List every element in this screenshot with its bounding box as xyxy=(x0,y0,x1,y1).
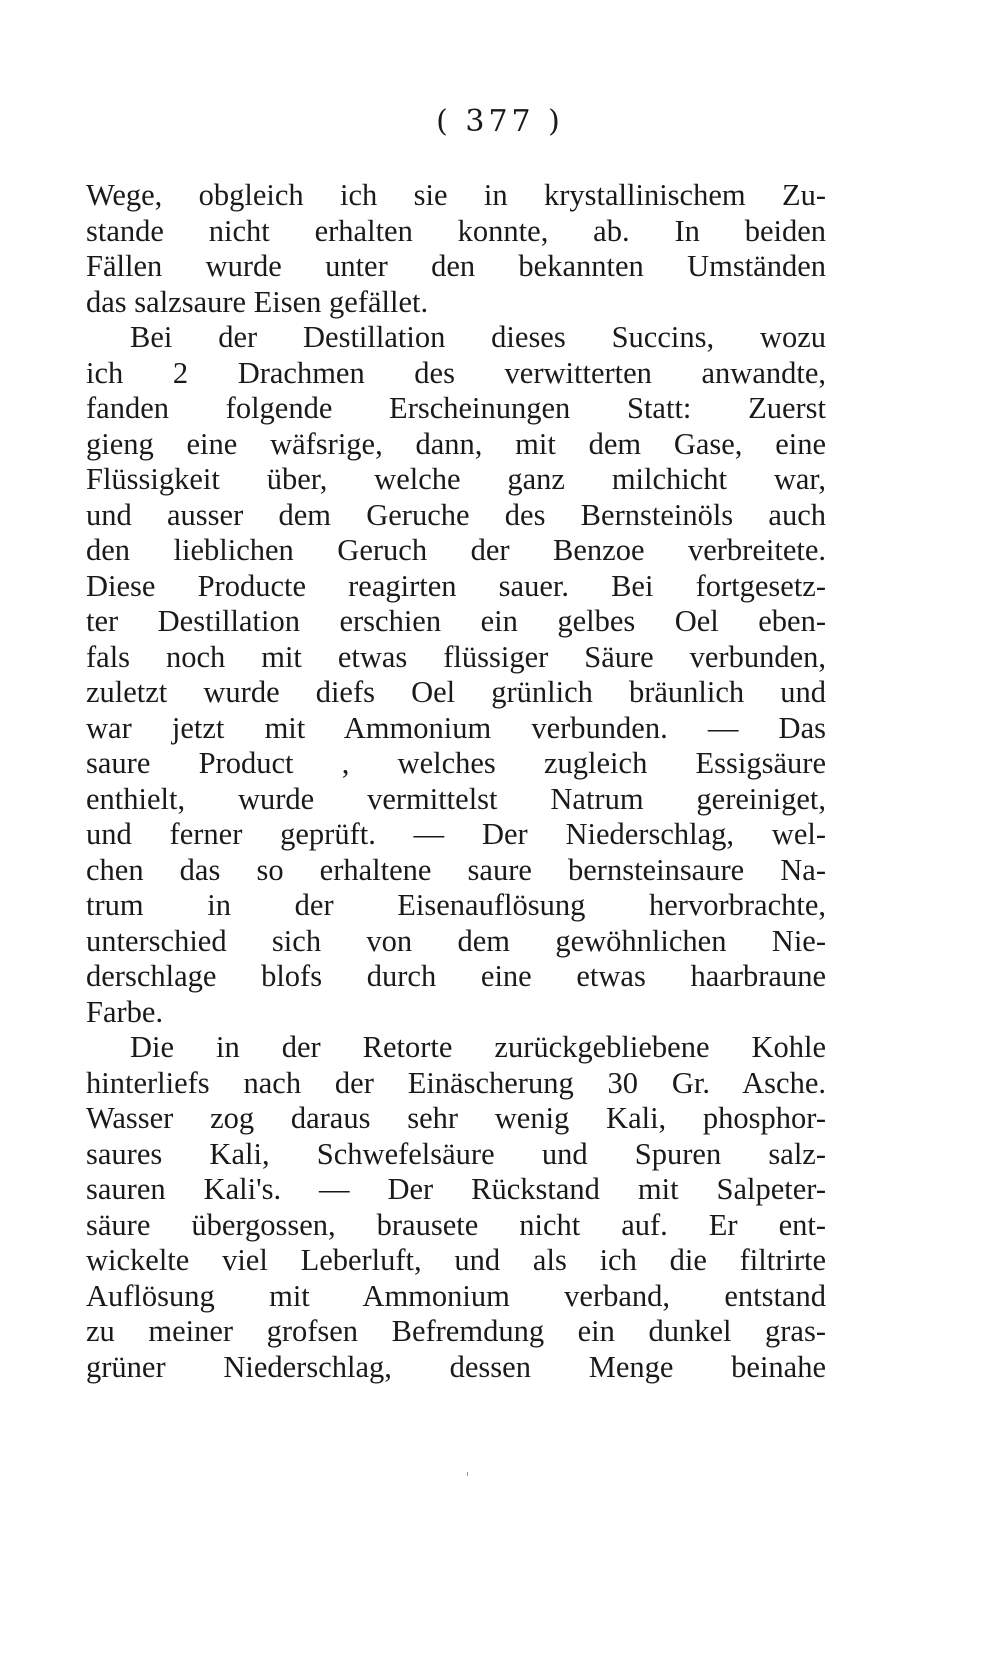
text-line: Wege, obgleich ich sie in krystallinischem Zu- xyxy=(86,178,826,212)
text-line: fanden folgende Erscheinungen Statt: Zuerst xyxy=(86,391,826,425)
text-line: zuletzt wurde diefs Oel grünlich bräunlich und xyxy=(86,675,826,709)
text-line: Auflösung mit Ammonium verband, entstand xyxy=(86,1278,826,1313)
text-line: trum in der Eisenauflösung hervorbrachte, xyxy=(86,888,826,922)
text-line: Die in der Retorte zurückgebliebene Kohle xyxy=(130,1030,826,1064)
text-line: saure Product , welches zugleich Essigsäure xyxy=(86,746,826,780)
text-line: säure übergossen, brausete nicht auf. Er ent- xyxy=(86,1207,826,1242)
text-line: hinterliefs nach der Einäscherung 30 Gr. Asche. xyxy=(86,1065,826,1100)
text-line: das salzsaure Eisen gefället. xyxy=(86,284,429,319)
print-speck xyxy=(467,1472,468,1476)
text-line: saures Kali, Schwefelsäure und Spuren salz- xyxy=(86,1136,826,1171)
text-line: unterschied sich von dem gewöhnlichen Nie- xyxy=(86,923,826,958)
text-line: ich 2 Drachmen des verwitterten anwandte, xyxy=(86,355,826,390)
page-number: ( 377 ) xyxy=(436,104,564,139)
text-line: sauren Kali's. — Der Rückstand mit Salpeter- xyxy=(86,1172,826,1206)
text-line: und ferner geprüft. — Der Niederschlag, wel- xyxy=(86,817,826,851)
text-line: grüner Niederschlag, dessen Menge beinahe xyxy=(86,1349,826,1384)
text-line: chen das so erhaltene saure bernsteinsaure Na- xyxy=(86,852,826,887)
text-line: gieng eine wäfsrige, dann, mit dem Gase, eine xyxy=(86,426,826,461)
text-line: Fällen wurde unter den bekannten Umständen xyxy=(86,249,826,283)
text-line: zu meiner grofsen Befremdung ein dunkel gras- xyxy=(86,1314,826,1348)
text-line: fals noch mit etwas flüssiger Säure verbunden, xyxy=(86,639,826,674)
text-line: war jetzt mit Ammonium verbunden. — Das xyxy=(86,710,826,745)
text-line: den lieblichen Geruch der Benzoe verbreitete. xyxy=(86,533,826,567)
body-text xyxy=(86,178,826,1385)
text-line: Wasser zog daraus sehr wenig Kali, phosphor- xyxy=(86,1101,826,1135)
text-line: stande nicht erhalten konnte, ab. In beiden xyxy=(86,213,826,248)
text-line: ter Destillation erschien ein gelbes Oel eben- xyxy=(86,604,826,638)
text-line: derschlage blofs durch eine etwas haarbraune xyxy=(86,959,826,993)
text-line: wickelte viel Leberluft, und als ich die filtrirte xyxy=(86,1243,826,1277)
text-line: Bei der Destillation dieses Succins, wozu xyxy=(130,320,826,354)
text-line: und ausser dem Geruche des Bernsteinöls auch xyxy=(86,497,826,532)
text-line: Diese Producte reagirten sauer. Bei fortgesetz- xyxy=(86,568,826,603)
text-line: Flüssigkeit über, welche ganz milchicht war, xyxy=(86,462,826,496)
text-line: enthielt, wurde vermittelst Natrum gereiniget, xyxy=(86,781,826,816)
text-line: Farbe. xyxy=(86,994,164,1029)
